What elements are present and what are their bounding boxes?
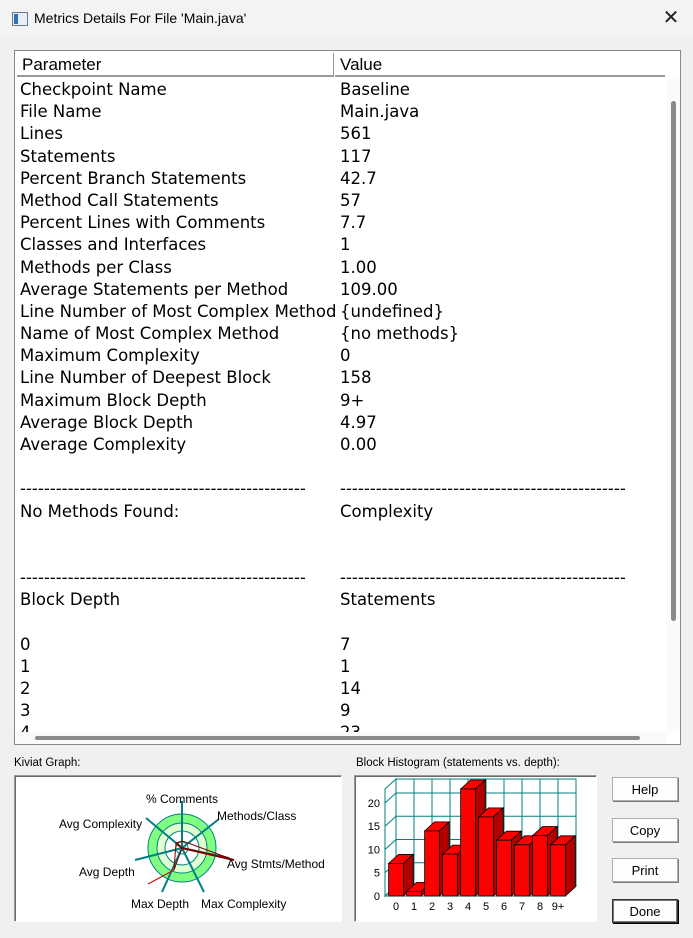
block-histogram (354, 775, 597, 922)
histogram-chart (355, 776, 596, 921)
table-row (19, 257, 659, 279)
parameter-cell: Percent Lines with Comments (20, 213, 266, 233)
x-tick-label: 3 (446, 901, 454, 913)
bar (425, 831, 440, 896)
print-button[interactable]: Print (612, 858, 678, 882)
value-cell: {no methods} (340, 324, 460, 344)
value-cell: Statements (340, 590, 436, 610)
parameter-cell: 1 (20, 656, 31, 676)
kiviat-graph (14, 775, 342, 922)
table-row (19, 501, 659, 523)
table-row (19, 390, 659, 412)
kiviat-axis-max-depth: Max Depth (131, 897, 190, 911)
kiviat-axis-avg-depth: Avg Depth (79, 865, 135, 879)
value-cell: 1 (340, 235, 351, 255)
help-button[interactable]: Help (612, 777, 678, 801)
value-cell: 9 (340, 701, 351, 721)
x-tick-label: 0 (392, 901, 400, 913)
title-bar (0, 0, 693, 38)
table-row (19, 612, 659, 634)
x-tick-label: 1 (410, 901, 418, 913)
table-row (19, 301, 659, 323)
value-cell: 109.00 (340, 279, 398, 299)
kiviat-axis-methods-per-class: Methods/Class (217, 809, 297, 823)
table-row (19, 190, 659, 212)
value-cell: 7 (340, 634, 351, 654)
parameter-cell: Maximum Complexity (20, 346, 200, 366)
metrics-report[interactable] (14, 50, 681, 745)
parameter-cell: Maximum Block Depth (20, 390, 207, 410)
bar (533, 836, 548, 896)
column-header-parameter[interactable]: Parameter (17, 53, 334, 77)
table-row (19, 412, 659, 434)
parameter-cell: Average Complexity (20, 435, 187, 454)
table-row (19, 589, 659, 611)
value-cell: 4.97 (340, 412, 377, 432)
value-cell: 57 (340, 190, 361, 210)
parameter-cell: Percent Branch Statements (20, 168, 247, 188)
parameter-cell: No Methods Found: (20, 501, 180, 521)
value-cell: 1.00 (340, 257, 377, 277)
x-tick-label: 6 (500, 901, 508, 913)
parameter-cell: Average Statements per Method (20, 279, 289, 299)
horizontal-scroll-thumb[interactable] (35, 736, 640, 740)
x-tick-label: 5 (482, 901, 490, 913)
parameter-cell: Statements (20, 146, 116, 166)
parameter-cell: Checkpoint Name (20, 80, 167, 99)
y-tick-label: 20 (367, 797, 380, 810)
value-cell: ------------------------------------------------ (340, 479, 626, 499)
column-header-value[interactable]: Value (335, 53, 665, 77)
parameter-cell: File Name (20, 102, 102, 122)
table-row (19, 101, 659, 123)
table-row (19, 545, 659, 567)
value-cell: 42.7 (340, 168, 377, 188)
bar (407, 891, 422, 896)
y-tick-label: 0 (373, 891, 380, 903)
kiviat-axis-max-complexity: Max Complexity (201, 897, 287, 911)
table-row (19, 123, 659, 145)
table-row (19, 678, 659, 700)
table-row (19, 567, 659, 589)
value-cell: Complexity (340, 501, 434, 521)
value-cell: 561 (340, 124, 372, 144)
bar (443, 854, 458, 896)
y-tick-label: 15 (367, 821, 380, 834)
value-cell: 158 (340, 368, 372, 388)
vertical-scroll-thumb[interactable] (671, 101, 676, 621)
table-row (19, 700, 659, 722)
table-row (19, 434, 659, 456)
done-button[interactable]: Done (612, 899, 678, 923)
table-row (19, 323, 659, 345)
y-tick-label: 5 (373, 867, 380, 880)
kiviat-axis-comments: % Comments (145, 792, 219, 806)
kiviat-label: Kiviat Graph: (14, 757, 81, 769)
table-row (19, 79, 659, 101)
bar (515, 845, 530, 896)
parameter-cell: Lines (20, 124, 63, 144)
bar (497, 840, 512, 896)
value-cell: {undefined} (340, 301, 445, 321)
parameter-cell: 0 (20, 634, 31, 654)
table-row (19, 279, 659, 301)
parameter-cell: Methods per Class (20, 257, 172, 277)
bar (551, 845, 566, 896)
parameter-cell: Classes and Interfaces (20, 235, 207, 255)
x-tick-label: 2 (428, 901, 436, 913)
x-tick-label: 8 (536, 901, 544, 913)
table-row (19, 523, 659, 545)
value-cell: 9+ (340, 390, 365, 410)
horizontal-scrollbar[interactable] (15, 732, 667, 744)
x-tick-label: 7 (518, 901, 526, 913)
table-row (19, 234, 659, 256)
x-tick-label: 9+ (551, 901, 565, 913)
table-row (19, 367, 659, 389)
table-row (19, 168, 659, 190)
x-tick-label: 4 (464, 901, 472, 913)
parameter-cell: Line Number of Deepest Block (20, 368, 271, 388)
table-row (19, 656, 659, 678)
parameter-cell: Block Depth (20, 590, 121, 610)
close-button[interactable]: ✕ (662, 7, 680, 29)
value-cell: 117 (340, 146, 372, 166)
table-row (19, 212, 659, 234)
parameter-cell: Name of Most Complex Method (20, 324, 280, 344)
metrics-rows (19, 79, 659, 745)
table-row (19, 345, 659, 367)
kiviat-axis-avg-complexity: Avg Complexity (59, 817, 143, 831)
app-icon (12, 12, 28, 26)
value-cell: 14 (340, 679, 361, 699)
parameter-cell: ------------------------------------------------ (20, 479, 306, 499)
value-cell: 0.00 (340, 435, 377, 454)
value-cell: Main.java (340, 102, 420, 122)
bar-side (565, 836, 575, 896)
table-row (19, 146, 659, 168)
bar (479, 817, 494, 896)
parameter-cell: Line Number of Most Complex Method (20, 301, 337, 321)
parameter-cell: 3 (20, 701, 31, 721)
kiviat-axis-avg-stmts-per-method: Avg Stmts/Method (227, 857, 325, 871)
value-cell: ------------------------------------------------ (340, 568, 626, 588)
copy-button[interactable]: Copy (612, 818, 678, 842)
y-tick-label: 10 (367, 844, 380, 857)
parameter-cell: 2 (20, 679, 31, 699)
bar (389, 863, 404, 896)
window-title: Metrics Details For File 'Main.java' (34, 10, 247, 26)
parameter-cell: Method Call Statements (20, 190, 219, 210)
value-cell: 1 (340, 656, 351, 676)
table-row (19, 478, 659, 500)
value-cell: 0 (340, 346, 351, 366)
bar (461, 789, 476, 896)
value-cell: 7.7 (340, 213, 367, 233)
table-row (19, 634, 659, 656)
parameter-cell: ------------------------------------------------ (20, 568, 306, 588)
histogram-label: Block Histogram (statements vs. depth): (356, 757, 560, 769)
parameter-cell: Average Block Depth (20, 412, 194, 432)
vertical-scrollbar[interactable] (667, 79, 680, 731)
value-cell: Baseline (340, 80, 410, 99)
table-row (19, 456, 659, 478)
